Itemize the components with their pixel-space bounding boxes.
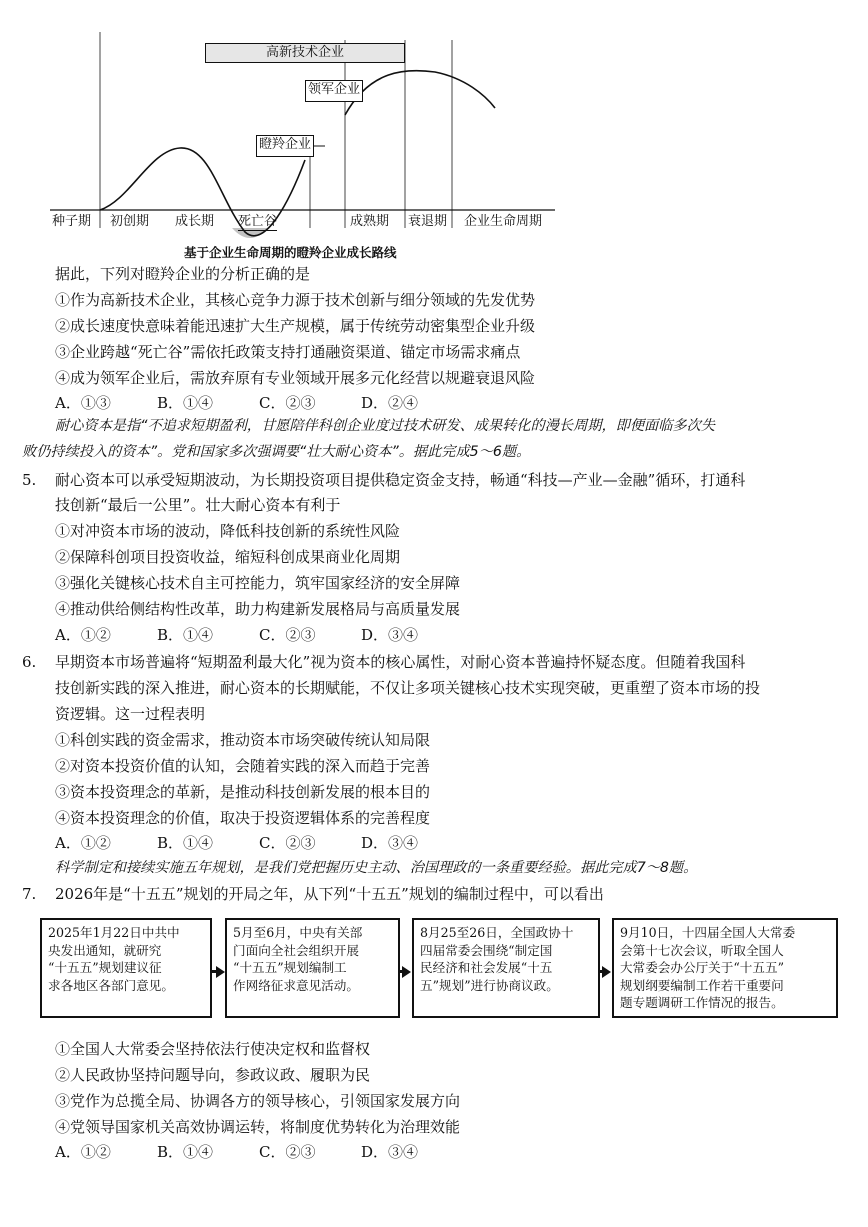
stage-growth: 成长期 [175,214,215,229]
q7-option-c[interactable]: C．②③ [259,1143,316,1161]
q4-item-1: ①作为高新技术企业，其核心竞争力源于技术创新与细分领域的先发优势 [55,291,536,309]
q6-stem-line-2: 技创新实践的深入推进，耐心资本的长期赋能，不仅让多项关键核心技术实现突破，更重塑了资本市场的投 [55,679,761,697]
q6-number: 6. [22,653,37,671]
q6-stem-line-1: 早期资本市场普遍将“短期盈利最大化”视为资本的核心属性，对耐心资本普遍持怀疑态度。但随着我国科 [55,653,746,671]
q4-option-b[interactable]: B．①④ [157,394,214,412]
box-high-tech-enterprise: 高新技术企业 [205,43,405,63]
q4-item-3: ③企业跨越“死亡谷”需依托政策支持打通融资渠道、锚定市场需求痛点 [55,343,521,361]
q5-option-c[interactable]: C．②③ [259,626,316,644]
q4-options [55,393,463,413]
q7-item-2: ②人民政协坚持问题导向，参政议政、履职为民 [55,1066,371,1084]
stage-decline: 衰退期 [408,214,448,229]
flow-box-3: 8月25至26日，全国政协十 四届常委会围绕“制定国 民经济和社会发展“十五 五”规划”进行协商议政。 [412,918,600,1018]
q5-item-2: ②保障科创项目投资收益，缩短科创成果商业化周期 [55,548,401,566]
q7-stem: 2026年是“十五五”规划的开局之年，从下列“十五五”规划的编制过程中，可以看出 [55,885,604,903]
q7-options [55,1142,463,1162]
q7-item-4: ④党领导国家机关高效协调运转，将制度优势转化为治理效能 [55,1118,461,1136]
q6-item-4: ④资本投资理念的价值，取决于投资逻辑体系的完善程度 [55,809,431,827]
intro-5-6-line-2: 败仍持续投入的资本”。党和国家多次强调要“壮大耐心资本”。据此完成5～6题。 [22,444,531,460]
q4-option-d[interactable]: D．②④ [361,394,419,412]
q4-stem: 据此，下列对瞪羚企业的分析正确的是 [55,265,311,283]
q7-option-a[interactable]: A．①② [55,1143,111,1161]
stage-maturity: 成熟期 [350,214,390,229]
flow-box-4: 9月10日，十四届全国人大常委 会第十七次会议，听取全国人 大常委会办公厅关于“十五五” 规划纲要编制工作若干重要问 题专题调研工作情况的报告。 [612,918,838,1018]
q6-option-c[interactable]: C．②③ [259,834,316,852]
flow-box-1: 2025年1月22日中共中 央发出通知，就研究 “十五五”规划建议征 求各地区各部门意见。 [40,918,212,1018]
q5-stem-line-1: 耐心资本可以承受短期波动，为长期投资项目提供稳定资金支持，畅通“科技—产业—金融”循环，打通科 [55,471,746,489]
flow-arrow-2 [402,966,411,978]
stage-lifecycle-label: 企业生命周期 [464,214,543,229]
stage-startup: 初创期 [110,214,150,229]
q5-item-3: ③强化关键核心技术自主可控能力，筑牢国家经济的安全屏障 [55,574,461,592]
q5-stem-line-2: 技创新“最后一公里”。壮大耐心资本有利于 [55,496,341,514]
q7-option-d[interactable]: D．③④ [361,1143,419,1161]
q5-item-1: ①对冲资本市场的波动，降低科技创新的系统性风险 [55,522,401,540]
flow-box-2: 5月至6月，中央有关部 门面向全社会组织开展 “十五五”规划编制工 作网络征求意见活动。 [225,918,400,1018]
intro-7-8: 科学制定和接续实施五年规划，是我们党把握历史主动、治国理政的一条重要经验。据此完成7～8题。 [55,860,698,876]
q7-item-3: ③党作为总揽全局、协调各方的领导核心，引领国家发展方向 [55,1092,461,1110]
q7-item-1: ①全国人大常委会坚持依法行使决定权和监督权 [55,1040,371,1058]
q6-option-a[interactable]: A．①② [55,834,111,852]
stage-seed: 种子期 [52,214,92,229]
q6-item-2: ②对资本投资价值的认知，会随着实践的深入而趋于完善 [55,757,431,775]
q6-option-b[interactable]: B．①④ [157,834,214,852]
lifecycle-diagram [40,0,560,260]
flow-arrow-1 [216,966,225,978]
q5-item-4: ④推动供给侧结构性改革，助力构建新发展格局与高质量发展 [55,600,461,618]
q6-item-1: ①科创实践的资金需求，推动资本市场突破传统认知局限 [55,731,431,749]
flow-arrow-3 [602,966,611,978]
q6-item-3: ③资本投资理念的革新，是推动科技创新发展的根本目的 [55,783,431,801]
q4-item-4: ④成为领军企业后，需放弃原有专业领域开展多元化经营以规避衰退风险 [55,369,536,387]
q5-option-a[interactable]: A．①② [55,626,111,644]
q7-option-b[interactable]: B．①④ [157,1143,214,1161]
stage-death-valley: 死亡谷 [238,214,278,229]
box-gazelle-enterprise: 瞪羚企业 [256,135,314,157]
q5-option-d[interactable]: D．③④ [361,626,419,644]
q4-option-a[interactable]: A．①③ [55,394,111,412]
q6-stem-line-3: 资逻辑。这一过程表明 [55,705,206,723]
q6-options [55,833,463,853]
intro-5-6-line-1: 耐心资本是指“不追求短期盈利，甘愿陪伴科创企业度过技术研发、成果转化的漫长周期，即便面临多次失 [55,418,715,434]
q4-option-c[interactable]: C．②③ [259,394,316,412]
q6-option-d[interactable]: D．③④ [361,834,419,852]
diagram-caption: 基于企业生命周期的瞪羚企业成长路线 [184,245,397,260]
q4-item-2: ②成长速度快意味着能迅速扩大生产规模，属于传统劳动密集型企业升级 [55,317,536,335]
q7-number: 7. [22,885,37,903]
q5-number: 5. [22,471,37,489]
box-leader-enterprise: 领军企业 [305,80,363,102]
q5-options [55,625,463,645]
q5-option-b[interactable]: B．①④ [157,626,214,644]
